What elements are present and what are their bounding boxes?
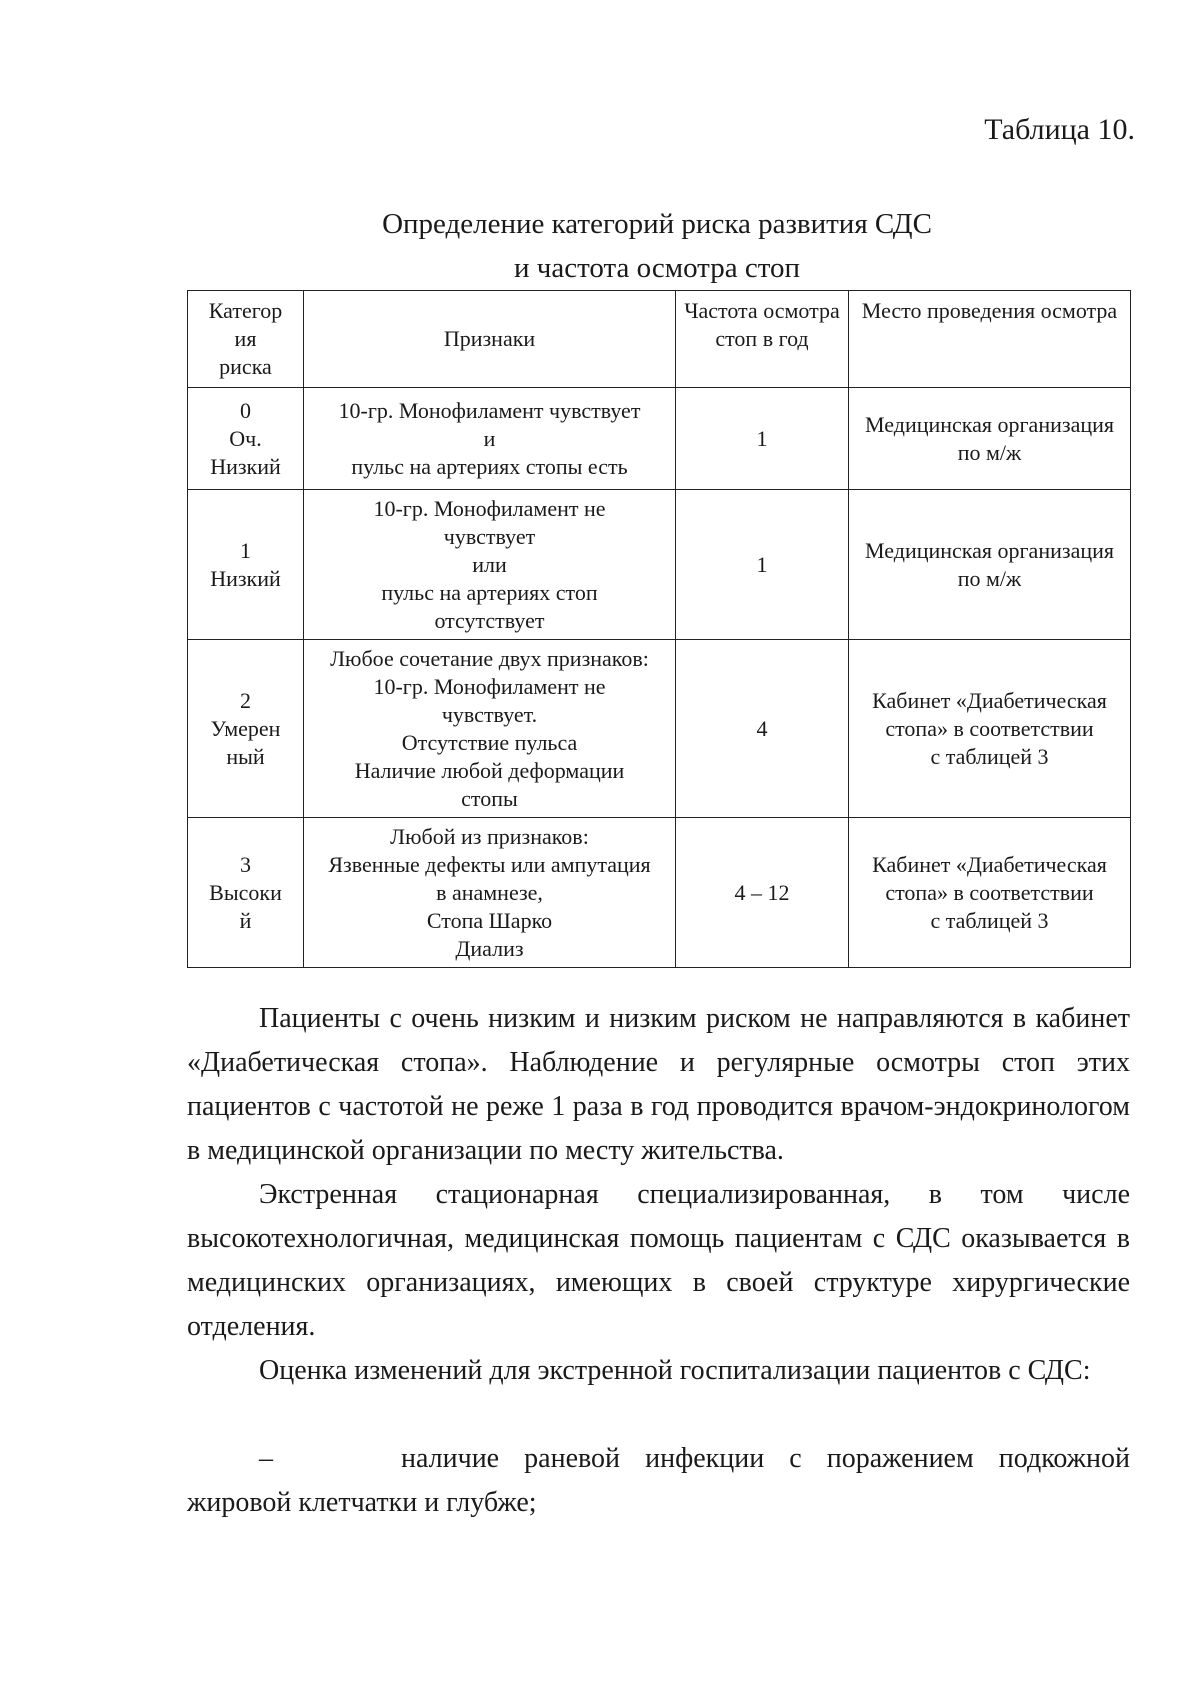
list-item bbox=[187, 1437, 1130, 1525]
paragraph-assessment bbox=[187, 1349, 1130, 1393]
cell-place: Кабинет «Диабетическая стопа» в соответствии с таблицей 3 bbox=[849, 640, 1131, 818]
paragraph-emergency-care bbox=[187, 1173, 1130, 1349]
cell-place: Кабинет «Диабетическая стопа» в соответствии с таблицей 3 bbox=[849, 818, 1131, 968]
cell-category: 0 Оч. Низкий bbox=[188, 388, 304, 490]
cell-place: Медицинская организация по м/ж bbox=[849, 490, 1131, 640]
cell-signs: 10-гр. Монофиламент чувствует и пульс на артериях стопы есть bbox=[304, 388, 676, 490]
cell-signs: Любое сочетание двух признаков: 10-гр. Монофиламент не чувствует. Отсутствие пульса Наличие любой деформации стопы bbox=[304, 640, 676, 818]
paragraph-assessment-text: Оценка изменений для экстренной госпитализации пациентов с СДС: bbox=[259, 1355, 1091, 1386]
table-number: Таблица 10. bbox=[984, 113, 1135, 146]
cell-frequency: 4 bbox=[676, 640, 849, 818]
cell-frequency: 1 bbox=[676, 490, 849, 640]
cell-signs: 10-гр. Монофиламент не чувствует или пульс на артериях стоп отсутствует bbox=[304, 490, 676, 640]
cell-category: 2 Умерен ный bbox=[188, 640, 304, 818]
table-title-line-1: Определение категорий риска развития СДС bbox=[382, 208, 932, 240]
list-item-text: наличие раневой инфекции с поражением подкожной жировой клетчатки и глубже; bbox=[187, 1443, 1130, 1518]
paragraph-low-risk-text: Пациенты с очень низким и низким риском не направляются в кабинет «Диабетическая стопа». Наблюдение и регулярные осмотры стоп этих пациентов с частотой не реже 1 раза в год проводится врачом-эндокринологом в медицинской организации по месту жительства. bbox=[187, 1003, 1130, 1166]
table-row bbox=[188, 388, 1131, 490]
paragraph-emergency-care-text: Экстренная стационарная специализированная, в том числе высокотехнологичная, медицинская помощь пациентам с СДС оказывается в медицинских организациях, имеющих в своей структуре хирургические отделения. bbox=[187, 1179, 1130, 1342]
list-dash: – bbox=[259, 1443, 273, 1474]
table-header-row bbox=[188, 291, 1131, 388]
cell-category: 1 Низкий bbox=[188, 490, 304, 640]
cell-place: Медицинская организация по м/ж bbox=[849, 388, 1131, 490]
table-title-line-2: и частота осмотра стоп bbox=[513, 252, 801, 284]
header-frequency: Частота осмотра стоп в год bbox=[676, 291, 849, 388]
header-category: Категор ия риска bbox=[188, 291, 304, 388]
paragraph-low-risk bbox=[187, 997, 1130, 1173]
cell-signs: Любой из признаков: Язвенные дефекты или ампутация в анамнезе, Стопа Шарко Диализ bbox=[304, 818, 676, 968]
risk-category-table bbox=[187, 290, 1131, 968]
table-row bbox=[188, 818, 1131, 968]
header-place: Место проведения осмотра bbox=[849, 291, 1131, 388]
table-row bbox=[188, 640, 1131, 818]
cell-category: 3 Высоки й bbox=[188, 818, 304, 968]
header-signs: Признаки bbox=[304, 291, 676, 388]
cell-frequency: 1 bbox=[676, 388, 849, 490]
table-row bbox=[188, 490, 1131, 640]
cell-frequency: 4 – 12 bbox=[676, 818, 849, 968]
